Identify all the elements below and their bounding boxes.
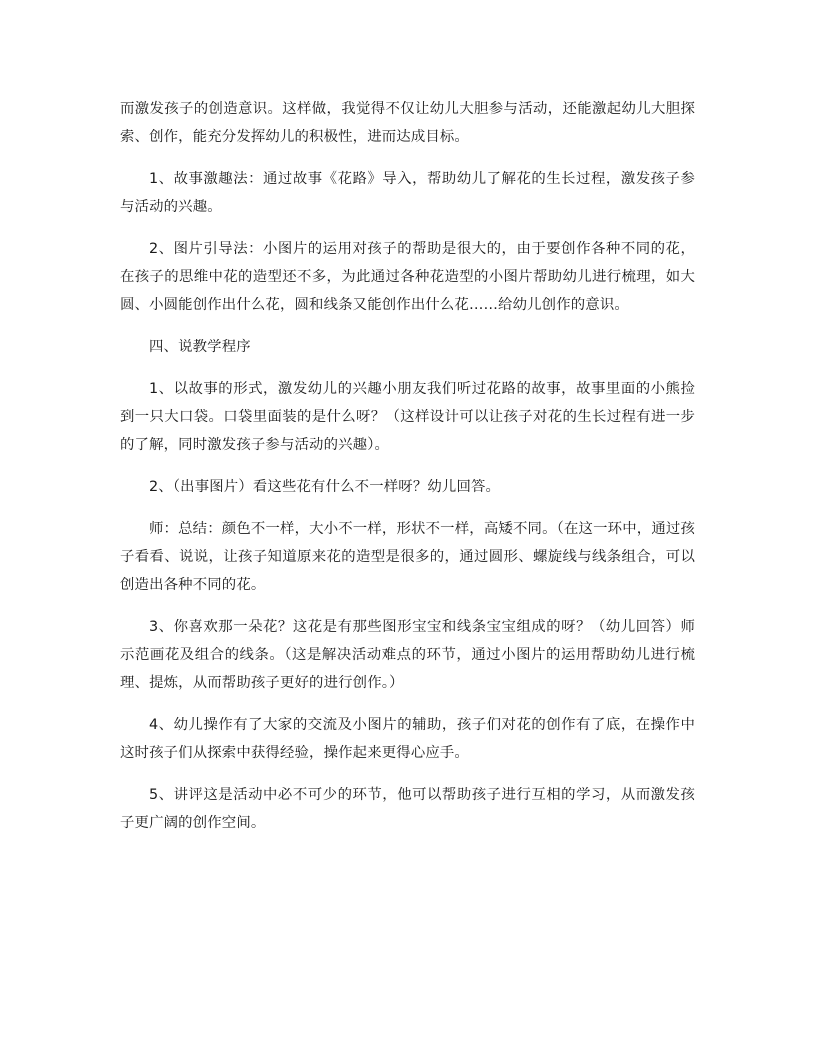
- paragraph-step-4: 4、幼儿操作有了大家的交流及小图片的辅助，孩子们对花的创作有了底，在操作中这时孩子们从探索中获得经验，操作起来更得心应手。: [120, 717, 695, 761]
- document-body: [120, 95, 695, 837]
- paragraph-intro-continuation: 而激发孩子的创造意识。这样做，我觉得不仅让幼儿大胆参与活动，还能激起幼儿大胆探索、创作，能充分发挥幼儿的积极性，进而达成目标。: [120, 101, 695, 145]
- paragraph-step-2: 2、（出事图片）看这些花有什么不一样呀？幼儿回答。: [149, 479, 501, 495]
- section-heading-teaching-procedure: 四、说教学程序: [149, 339, 251, 355]
- paragraph-step-3: 3、你喜欢那一朵花？这花是有那些图形宝宝和线条宝宝组成的呀？（幼儿回答）师示范画花及组合的线条。（这是解决活动难点的环节，通过小图片的运用帮助幼儿进行梳理、提炼，从而帮助孩子更好的进行创作。）: [120, 619, 695, 691]
- paragraph-step-5: 5、讲评这是活动中必不可少的环节，他可以帮助孩子进行互相的学习，从而激发孩子更广阔的创作空间。: [120, 787, 695, 831]
- paragraph-teacher-summary: 师：总结：颜色不一样，大小不一样，形状不一样，高矮不同。（在这一环中，通过孩子看看、说说，让孩子知道原来花的造型是很多的，通过圆形、螺旋线与线条组合，可以创造出各种不同的花。: [120, 521, 695, 593]
- paragraph-step-1: 1、以故事的形式，激发幼儿的兴趣小朋友我们听过花路的故事，故事里面的小熊捡到一只大口袋。口袋里面装的是什么呀？（这样设计可以让孩子对花的生长过程有进一步的了解，同时激发孩子参与活动的兴趣）。: [120, 381, 695, 453]
- paragraph-method-story: 1、故事激趣法：通过故事《花路》导入，帮助幼儿了解花的生长过程，激发孩子参与活动的兴趣。: [120, 171, 695, 215]
- paragraph-method-pictures: 2、图片引导法：小图片的运用对孩子的帮助是很大的，由于要创作各种不同的花，在孩子的思维中花的造型还不多，为此通过各种花造型的小图片帮助幼儿进行梳理，如大圆、小圆能创作出什么花，圆和线条又能创作出什么花……给幼儿创作的意识。: [120, 241, 695, 313]
